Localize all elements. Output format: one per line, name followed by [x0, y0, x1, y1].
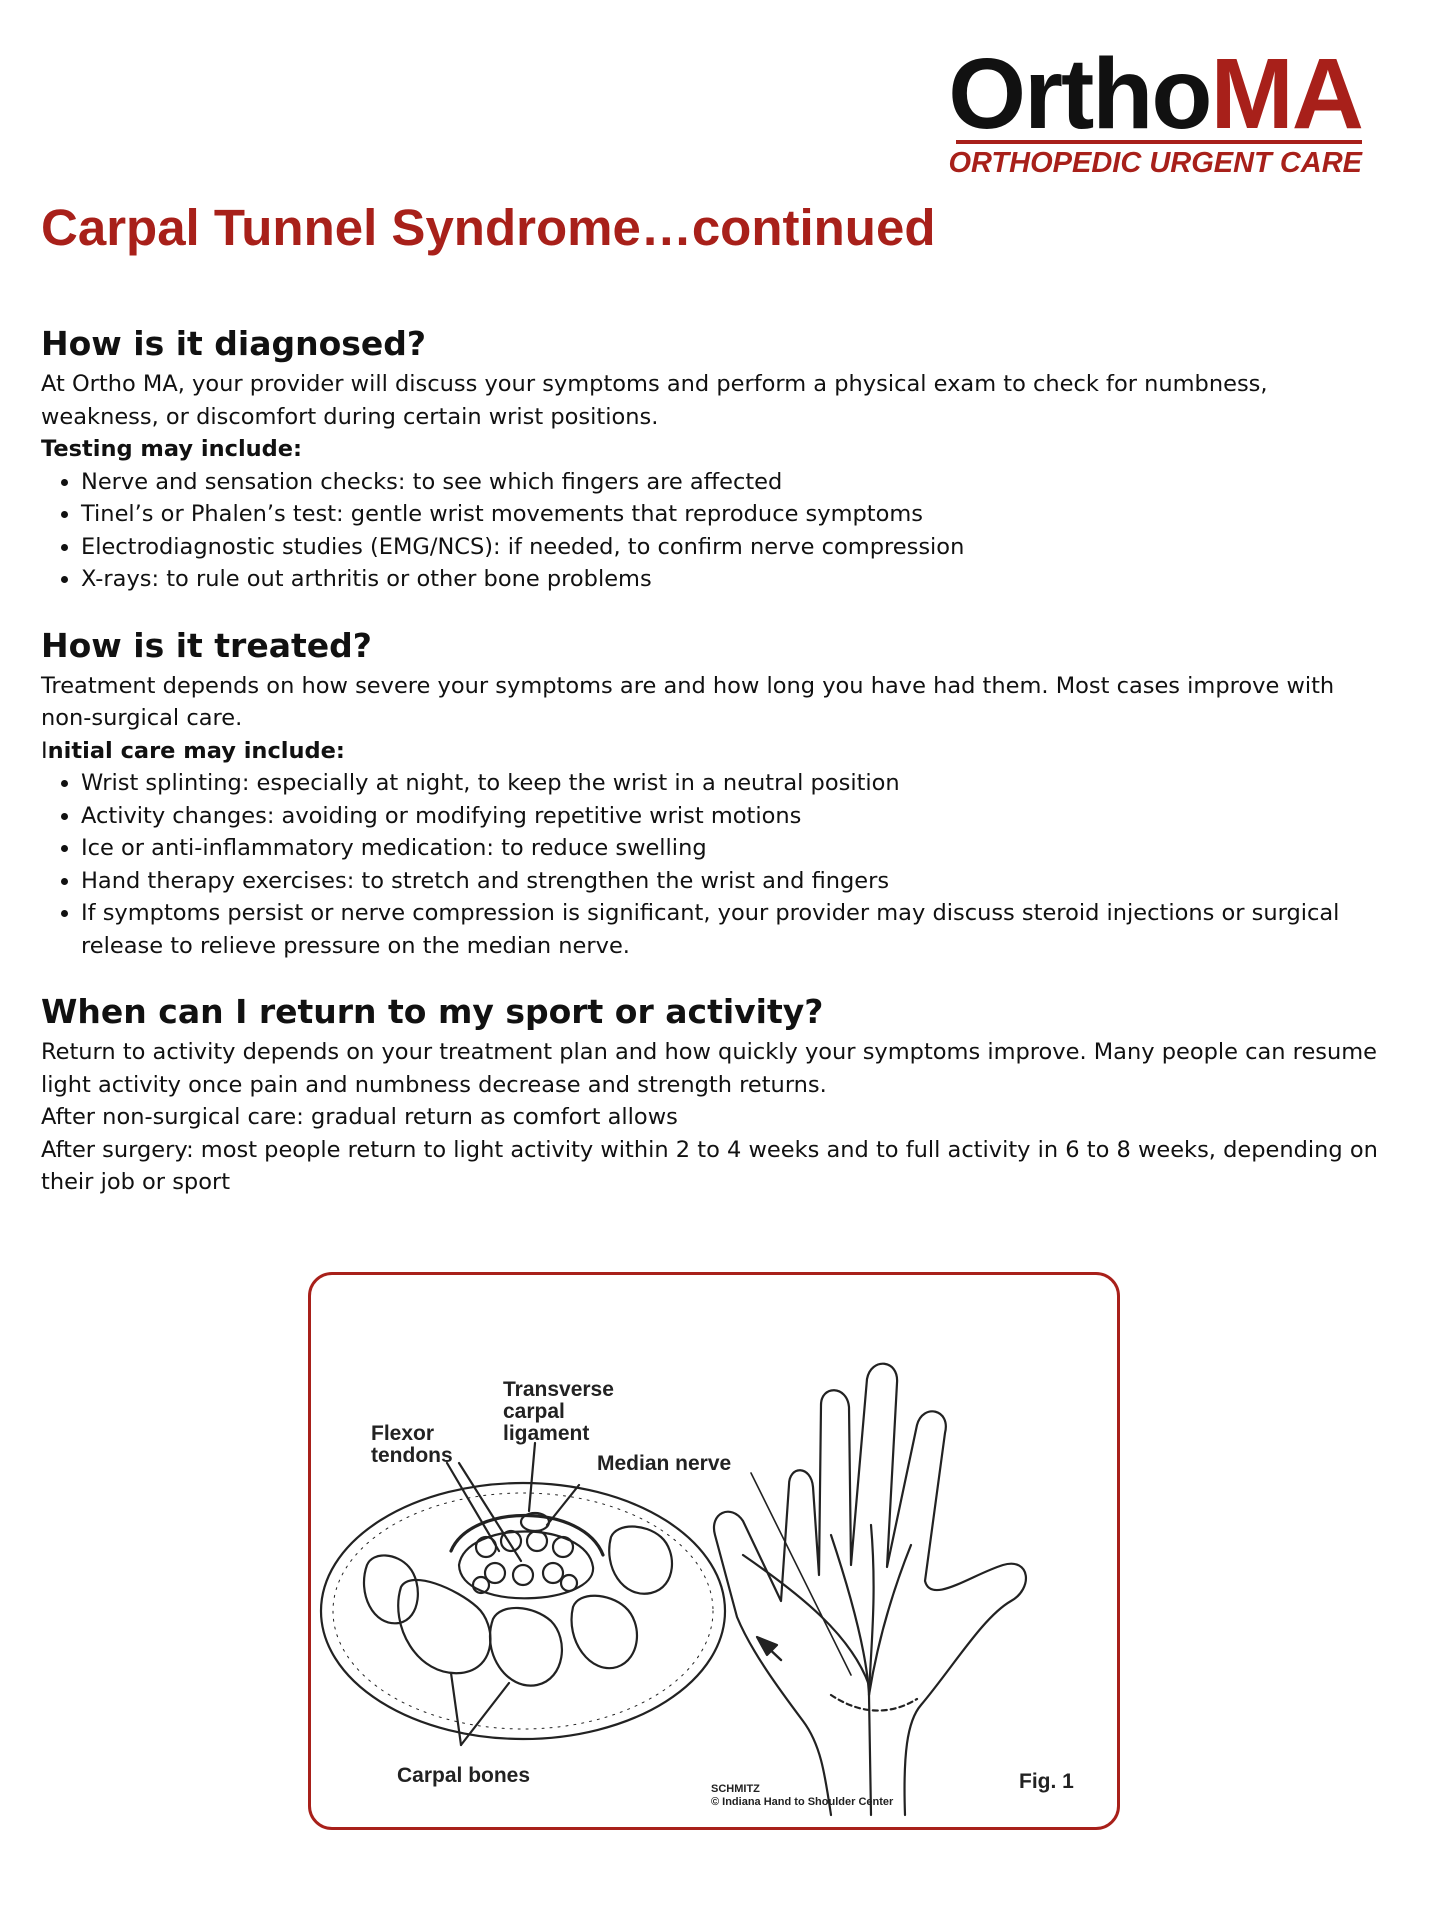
list-item: • Ice or anti-inflammatory medication: to reduce swelling — [81, 832, 1391, 865]
document-body — [41, 320, 1391, 1199]
logo-ma: MA — [1210, 38, 1362, 150]
list-item: • Tinel’s or Phalen’s test: gentle wrist movements that reproduce symptoms — [81, 498, 1391, 531]
return-nonsurgical: After non-surgical care: gradual return as comfort allows — [41, 1104, 678, 1130]
logo-ortho: Ortho — [948, 38, 1211, 150]
carpal-bone — [398, 1580, 490, 1673]
return-heading: When can I return to my sport or activity? — [41, 992, 824, 1031]
return-section — [41, 988, 1391, 1199]
initial-care-list — [41, 767, 1391, 962]
leader-bones — [451, 1673, 461, 1745]
label-flexor: Flexor tendons — [371, 1422, 453, 1467]
label-carpal-bones: Carpal bones — [397, 1764, 531, 1787]
wrist-crease — [831, 1695, 917, 1711]
label-transverse: Transverse carpal ligament — [503, 1378, 614, 1445]
treated-heading: How is it treated? — [41, 625, 372, 665]
initial-care-title — [41, 735, 1391, 768]
carpal-bone — [609, 1527, 672, 1594]
transverse-ligament — [451, 1515, 603, 1555]
list-item: • Wrist splinting: especially at night, to keep the wrist in a neutral position — [81, 767, 1391, 800]
return-intro: Return to activity depends on your treatment plan and how quickly your symptoms improve. Many people can resume light activity once pain and numbness decrease and strength returns. — [41, 1039, 1378, 1098]
logo-subtitle: ORTHOPEDIC URGENT CARE — [948, 147, 1362, 179]
logo-wordmark — [948, 38, 1362, 150]
treated-intro: Treatment depends on how severe your symptoms are and how long you have had them. Most cases improve with non-surgical care. — [41, 672, 1335, 731]
list-item: • Electrodiagnostic studies (EMG/NCS): if needed, to confirm nerve compression — [81, 531, 1391, 564]
diagnosed-heading: How is it diagnosed? — [41, 324, 427, 363]
return-surgery: After surgery: most people return to light activity within 2 to 4 weeks and to full activity in 6 to 8 weeks, depending on their job or sport — [41, 1136, 1378, 1195]
label-median: Median nerve — [597, 1452, 732, 1475]
diagnosed-section — [41, 320, 1391, 596]
carpal-bone — [364, 1555, 418, 1623]
list-item: • X-rays: to rule out arthritis or other bone problems — [81, 563, 1391, 596]
list-item: • Nerve and sensation checks: to see which fingers are affected — [81, 466, 1391, 499]
leader-flexor — [447, 1463, 499, 1551]
figure-credit: SCHMITZ © Indiana Hand to Shoulder Center — [711, 1783, 894, 1808]
initial-care-title-rest: nitial care may include: — [47, 737, 345, 764]
testing-list-title: Testing may include: — [41, 436, 303, 462]
list-item: • Hand therapy exercises: to stretch and strengthen the wrist and fingers — [81, 865, 1391, 898]
initial-care-title-first: I — [41, 737, 48, 764]
list-item: • Activity changes: avoiding or modifying repetitive wrist motions — [81, 800, 1391, 833]
carpal-bone — [490, 1608, 562, 1686]
carpal-tunnel-figure — [308, 1272, 1120, 1830]
treated-section — [41, 622, 1391, 963]
label-fig: Fig. 1 — [1019, 1770, 1074, 1793]
carpal-bone — [572, 1596, 637, 1668]
leader-median — [547, 1485, 579, 1525]
anatomy-illustration — [311, 1275, 1120, 1830]
diagnosed-intro: At Ortho MA, your provider will discuss your symptoms and perform a physical exam to check for numbness, weakness, or discomfort during certain wrist positions. — [41, 371, 1268, 430]
leader-ligament — [529, 1443, 535, 1511]
testing-list — [41, 466, 1391, 596]
page-title: Carpal Tunnel Syndrome…continued — [41, 199, 936, 256]
wrist-cross-section — [321, 1483, 725, 1739]
orthoma-logo — [948, 38, 1362, 179]
list-item: • If symptoms persist or nerve compression is significant, your provider may discuss steroid injections or surgical release to relieve pressure on the median nerve. — [81, 897, 1391, 962]
